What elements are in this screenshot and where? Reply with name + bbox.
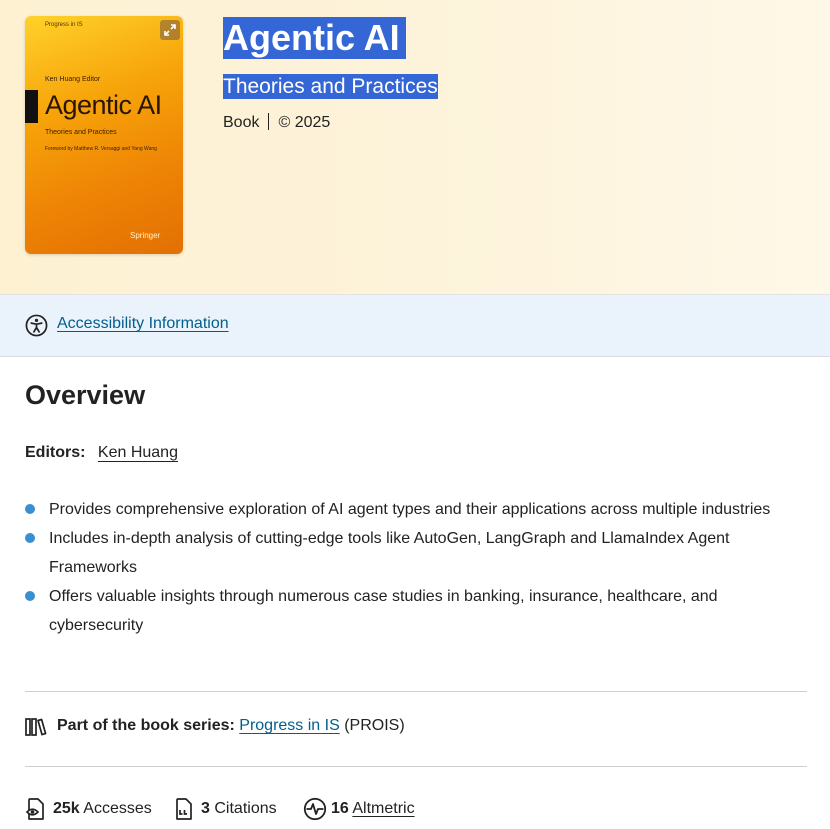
accesses-value: 25k	[53, 800, 80, 817]
overview-heading: Overview	[25, 380, 146, 410]
accessibility-icon	[25, 314, 48, 337]
accessibility-information-link[interactable]: Accessibility Information	[57, 315, 229, 332]
meta-divider	[268, 113, 269, 130]
editor-link-ken-huang[interactable]: Ken Huang	[97, 444, 178, 461]
book-meta	[223, 113, 330, 132]
altmetric-link[interactable]: Altmetric	[352, 800, 415, 817]
series-link[interactable]: Progress in IS	[239, 717, 340, 734]
expand-icon[interactable]	[160, 20, 180, 40]
divider	[25, 691, 807, 692]
series-text	[57, 717, 405, 735]
divider	[25, 766, 807, 767]
bullet-dot	[25, 591, 35, 601]
books-icon	[25, 717, 47, 737]
series-label: Part of the book series:	[57, 717, 235, 734]
list-item	[25, 495, 795, 524]
cover-subtitle: Theories and Practices	[45, 129, 117, 136]
list-item	[25, 582, 795, 640]
altmetric-value: 16	[331, 800, 349, 817]
list-item	[25, 524, 795, 582]
citations-label: Citations	[214, 800, 277, 817]
list-item-text: Includes in-depth analysis of cutting-edge tools like AutoGen, LangGraph and LlamaIndex Agent Frameworks	[49, 530, 730, 576]
accesses-label: Accesses	[83, 800, 152, 817]
book-title: Agentic AI	[223, 17, 406, 59]
highlights-list	[25, 495, 795, 640]
cover-editor: Ken Huang Editor	[45, 76, 101, 83]
bullet-dot	[25, 504, 35, 514]
book-cover[interactable]	[25, 16, 183, 254]
list-item-text: Provides comprehensive exploration of AI agent types and their applications across multiple industries	[49, 501, 771, 518]
book-type: Book	[223, 114, 260, 131]
cover-publisher: Springer	[130, 231, 161, 240]
book-copyright: © 2025	[278, 114, 331, 131]
citations-value: 3	[201, 800, 210, 817]
altmetric-icon	[303, 797, 327, 821]
editors-line	[25, 444, 178, 462]
accesses-icon	[25, 797, 47, 821]
book-subtitle: Theories and Practices	[223, 75, 438, 98]
editors-label: Editors:	[25, 444, 86, 461]
cover-title: Agentic AI	[45, 90, 162, 120]
cover-foreword: Foreword by Matthew R. Versaggi and Yang Wang	[45, 146, 157, 152]
accessibility-band	[0, 295, 830, 357]
book-header	[0, 0, 830, 295]
citations-icon	[173, 797, 195, 821]
cover-series: Progress in IS	[45, 22, 83, 28]
cover-accent-bar	[25, 90, 38, 123]
list-item-text: Offers valuable insights through numerous case studies in banking, insurance, healthcare, and cybersecurity	[49, 588, 718, 634]
series-abbr: (PROIS)	[344, 717, 405, 734]
bullet-dot	[25, 533, 35, 543]
